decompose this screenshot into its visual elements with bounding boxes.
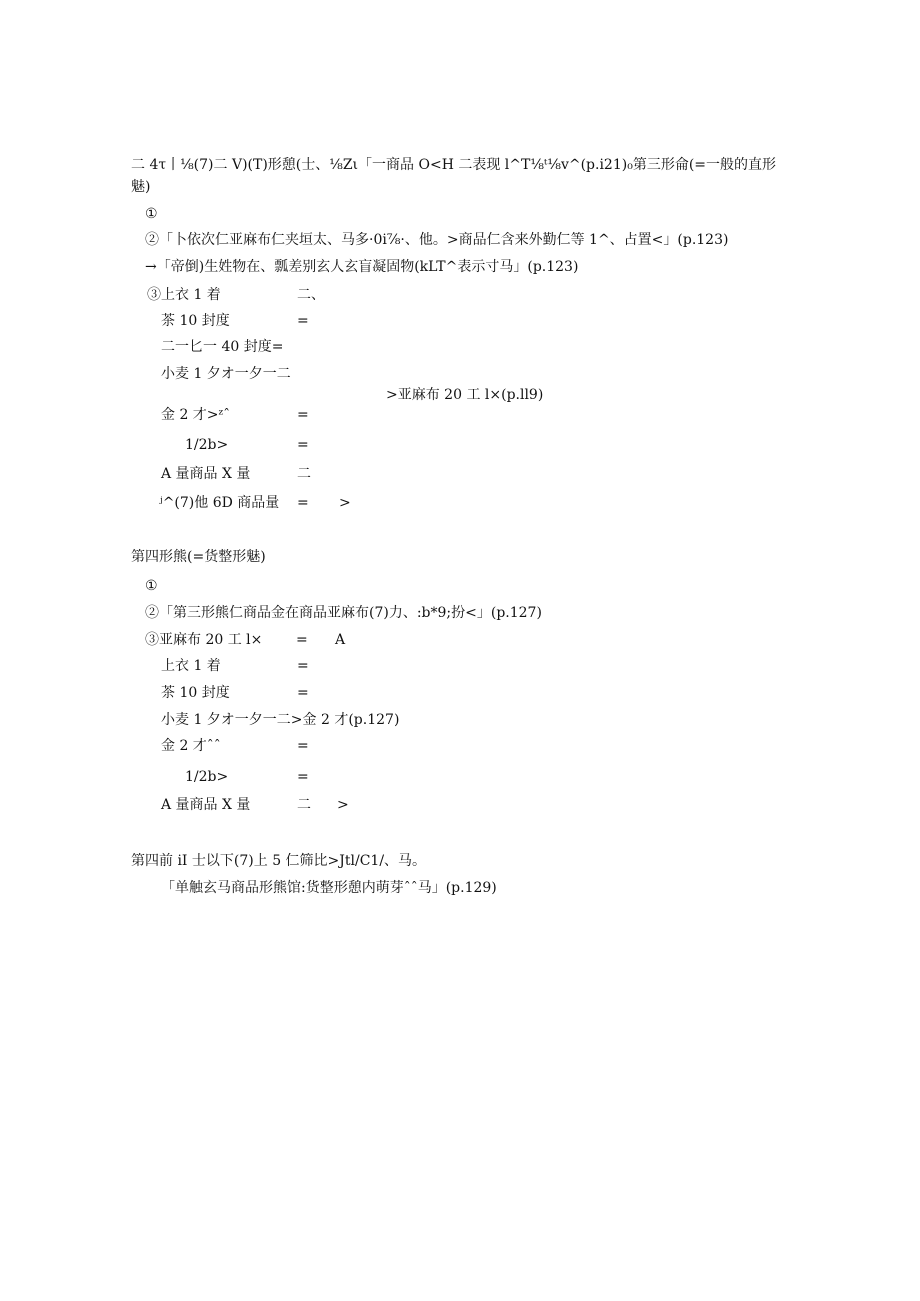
section3-item-2: ②「卜依次仁亚麻布仁夹垣太、马多·0i⅞·、他。>商品仁含来外勤仁等 1^、占置<」(p.123): [145, 232, 729, 248]
equation-row: [145, 631, 545, 649]
equation-sign: =: [296, 632, 308, 648]
equation-row: [161, 684, 561, 702]
equation-row: [161, 768, 561, 786]
equation-lhs: ③亚麻布 20 工 l×: [145, 632, 263, 648]
equation-sign: =: [297, 495, 309, 511]
equation-sign: =: [297, 658, 309, 674]
equation-lhs: 二一匕一 40 封度=: [161, 339, 284, 355]
equation-lhs: 1/2b>: [185, 437, 229, 453]
equation-lhs: ʲ^(7)他 6D 商品量: [159, 495, 280, 511]
equation-lhs: 茶 10 封度: [161, 313, 230, 329]
equation-row: [161, 796, 561, 814]
section4-heading: 第四形熊(=货整形魅): [131, 549, 266, 565]
equation-sign: =: [297, 437, 309, 453]
section3-heading-line1: 二 4τ丨⅛(7)二 V)(T)形憩(士、⅛Zι「一商品 O<H 二表现 l^T⅛ᵗ⅛v^(p.i21)₀第三形侖(=一般的直形: [131, 157, 777, 173]
equation-lhs: A 量商品 X 量: [161, 797, 251, 813]
equation-lhs: 金 2 才ˆˆ: [161, 738, 221, 754]
equation-lhs: 小麦 1 夕オ一夕一二: [161, 366, 291, 382]
equation-lhs: 小麦 1 夕オ一夕一二>金 2 才(p.127): [161, 712, 400, 728]
equation-sign: =: [297, 313, 309, 329]
equation-sign: =: [297, 769, 309, 785]
section3-item-1: ①: [145, 206, 158, 222]
equation-sign: =: [297, 685, 309, 701]
equation-sign: 二: [297, 797, 311, 813]
equation-sign: =: [297, 407, 309, 423]
section4-item-2: ②「第三形熊仁商品金在商品亚麻布(7)力、:b*9;扮<」(p.127): [145, 605, 542, 621]
equation-row: [161, 465, 561, 483]
equation-row: [161, 737, 561, 755]
equation-row: [386, 386, 786, 404]
equation-lhs: A 量商品 X 量: [161, 466, 251, 482]
equation-sign: =: [297, 738, 309, 754]
equation-row: [161, 711, 561, 729]
equation-sign: 二: [297, 466, 311, 482]
equation-rhs: >: [337, 797, 349, 813]
section3-heading-line2: 魅): [131, 179, 151, 195]
equation-row: [161, 657, 561, 675]
equation-lhs: ③上衣 1 着: [147, 287, 221, 303]
equation-row: [161, 406, 561, 424]
section5-line-1: 第四前 iI 士以下(7)上 5 仁筛比>Jtl/C1/、马。: [131, 853, 427, 869]
equation-lhs: 上衣 1 着: [161, 658, 221, 674]
equation-sign: 二、: [297, 287, 325, 303]
section5-line-2: 「单触玄马商品形熊馆:货整形憩内萌芽ˆˆ马」(p.129): [161, 880, 497, 896]
equation-rhs: A: [335, 632, 346, 648]
equation-rhs: >亚麻布 20 工 l×(p.ll9): [386, 387, 544, 403]
equation-lhs: 茶 10 封度: [161, 685, 230, 701]
section3-arrow-line: →「帝倒)生姓物在、瓢差别玄人玄盲凝固物(kLT^表示寸马」(p.123): [145, 259, 579, 275]
equation-row: [147, 286, 547, 304]
equation-lhs: 1/2b>: [185, 769, 229, 785]
equation-row: [159, 494, 559, 512]
equation-lhs: 金 2 才>ᶻˆ: [161, 407, 231, 423]
equation-row: [161, 365, 561, 383]
equation-row: [161, 338, 561, 356]
section4-item-1: ①: [145, 578, 158, 594]
equation-row: [161, 312, 561, 330]
equation-row: [161, 436, 561, 454]
equation-rhs: >: [339, 495, 351, 511]
